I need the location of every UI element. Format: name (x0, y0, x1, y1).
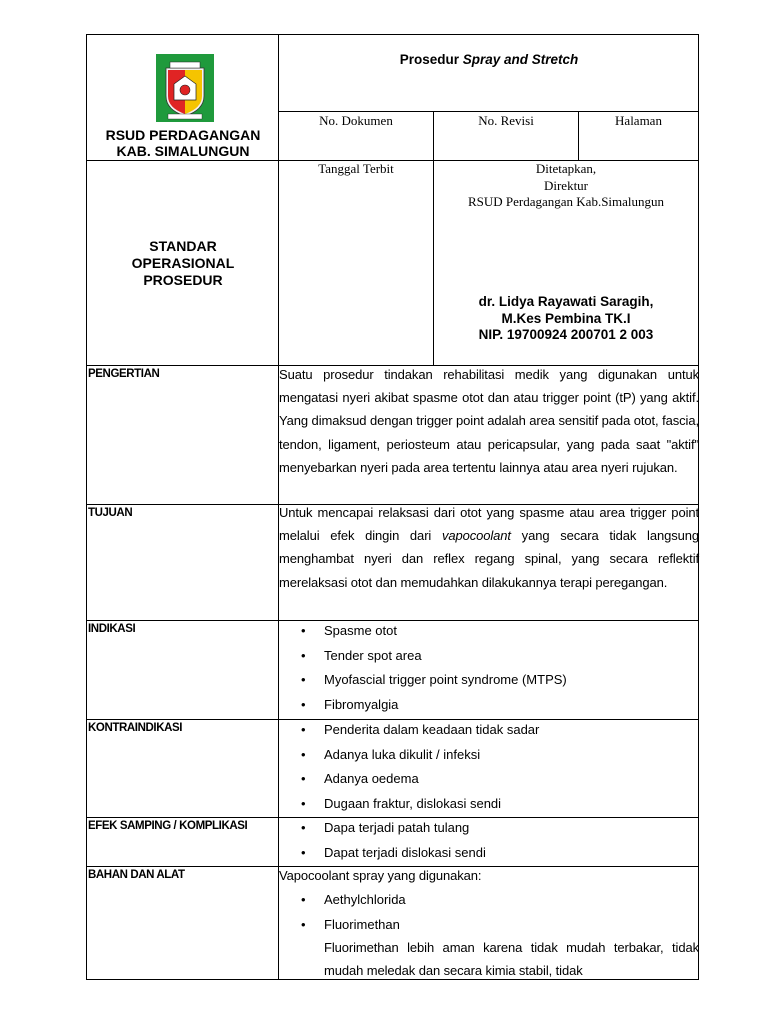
sop-heading (88, 238, 278, 289)
list-item-text: Adanya luka dikulit / infeksi (324, 746, 481, 762)
list-item-text: Dapa terjadi patah tulang (324, 820, 470, 835)
list-item-text: Fibromyalgia (324, 696, 399, 712)
bullet-icon: • (301, 795, 306, 811)
document-title (279, 52, 699, 67)
list-item-text: Myofascial trigger point syndrome (MTPS) (324, 672, 567, 687)
tujuan-text-italic: vapocoolant (441, 528, 511, 544)
bullet-icon: • (301, 771, 306, 786)
list-item-text: Adanya oedema (324, 771, 419, 786)
efek-samping-list (279, 820, 699, 869)
signer-title: M.Kes Pembina TK.I (501, 310, 631, 326)
halaman-label: Halaman (615, 113, 662, 128)
bullet-icon: • (301, 672, 306, 687)
bullet-icon: • (301, 820, 306, 835)
bullet-icon: • (301, 722, 306, 737)
list-item (279, 697, 699, 722)
signer-block (434, 294, 698, 344)
list-item-text: Aethylchlorida (324, 892, 406, 907)
section-label-kontraindikasi: KONTRAINDIKASI (88, 722, 183, 734)
bullet-icon: • (301, 696, 306, 712)
no-revisi-label: No. Revisi (478, 113, 534, 128)
list-item-text: Fluorimethan (324, 916, 400, 932)
list-item-text: Spasme otot (324, 623, 397, 638)
hospital-logo (156, 54, 214, 122)
section-body-pengertian: Suatu prosedur tindakan rehabilitasi medik yang digunakan untuk mengatasi nyeri akibat spasme otot dan atau trigger point (tP) yang aktif. Yang dimaksud dengan trigger point adalah area sensitif pada otot, fascia, tendon, ligament, periosteum atau pericapsular, yang pada saat "aktif" menyebarkan nyeri pada area tertentu lainnya atau area nyeri rujukan. (279, 367, 699, 475)
list-item-text: Tender spot area (324, 647, 422, 663)
list-item (279, 672, 699, 697)
tujuan-text-end: yang secara tidak langsung menghambat nyeri dan reflex regang spinal, yang secara reflektif merelaksasi otot dan memudahkan dilakukannya terapi peregangan. (279, 528, 699, 590)
approval-line3: RSUD Perdagangan Kab.Simalungun (467, 194, 665, 209)
indikasi-list (279, 623, 699, 721)
title-prefix: Prosedur (399, 52, 459, 67)
approval-line2: Direktur (543, 177, 589, 193)
list-item (279, 796, 699, 821)
section-label-tujuan: TUJUAN (88, 507, 133, 519)
row-divider (86, 620, 699, 621)
list-item (279, 747, 699, 772)
section-label-bahan-alat: BAHAN DAN ALAT (88, 869, 185, 881)
no-dokumen-label: No. Dokumen (319, 113, 393, 128)
bullet-icon: • (301, 623, 306, 638)
list-item (279, 771, 699, 796)
section-label-efek-samping: EFEK SAMPING / KOMPLIKASI (88, 820, 248, 832)
section-label-indikasi: INDIKASI (88, 623, 136, 635)
sop-line1: STANDAR (149, 238, 217, 254)
table-border-left (86, 34, 87, 980)
sop-line3: PROSEDUR (143, 272, 223, 288)
bullet-icon: • (301, 916, 306, 932)
bullet-icon: • (301, 844, 306, 860)
bahan-alat-intro: Vapocoolant spray yang digunakan: (279, 868, 482, 883)
hospital-name (88, 127, 278, 159)
table-border-top (86, 34, 699, 35)
list-item-text: Dugaan fraktur, dislokasi sendi (324, 795, 502, 811)
bahan-alat-list (279, 892, 699, 941)
list-item (279, 648, 699, 673)
sop-line2: OPERASIONAL (131, 255, 235, 271)
list-item (279, 623, 699, 648)
section-body-tujuan (279, 501, 699, 594)
bullet-icon: • (301, 647, 306, 663)
approval-block (434, 161, 698, 211)
section-label-pengertian: PENGERTIAN (88, 368, 160, 380)
kontraindikasi-list (279, 722, 699, 820)
title-italic: Spray and Stretch (462, 52, 579, 67)
approval-line1: Ditetapkan, (535, 161, 597, 176)
list-item (279, 722, 699, 747)
hospital-name-line2: KAB. SIMALUNGUN (116, 143, 250, 159)
signer-nip: NIP. 19700924 200701 2 003 (478, 327, 654, 342)
tanggal-terbit-label: Tanggal Terbit (318, 161, 394, 176)
header-divider (278, 111, 699, 112)
signer-name: dr. Lidya Rayawati Saragih, (478, 294, 654, 309)
list-item (279, 820, 699, 845)
list-item-text: Penderita dalam keadaan tidak sadar (324, 722, 540, 737)
hospital-name-line1: RSUD PERDAGANGAN (105, 127, 261, 143)
bullet-icon: • (301, 746, 306, 762)
tujuan-text-start: Untuk mencapai relaksasi dari otot yang spasme atau area trigger point melalui efek dingin dari (279, 505, 699, 544)
list-item-text: Dapat terjadi dislokasi sendi (324, 844, 486, 860)
list-item (279, 892, 699, 917)
bullet-icon: • (301, 892, 306, 907)
bahan-alat-note: Fluorimethan lebih aman karena tidak mudah terbakar, tidak mudah meledak dan secara kimia stabil, tidak (324, 940, 699, 979)
